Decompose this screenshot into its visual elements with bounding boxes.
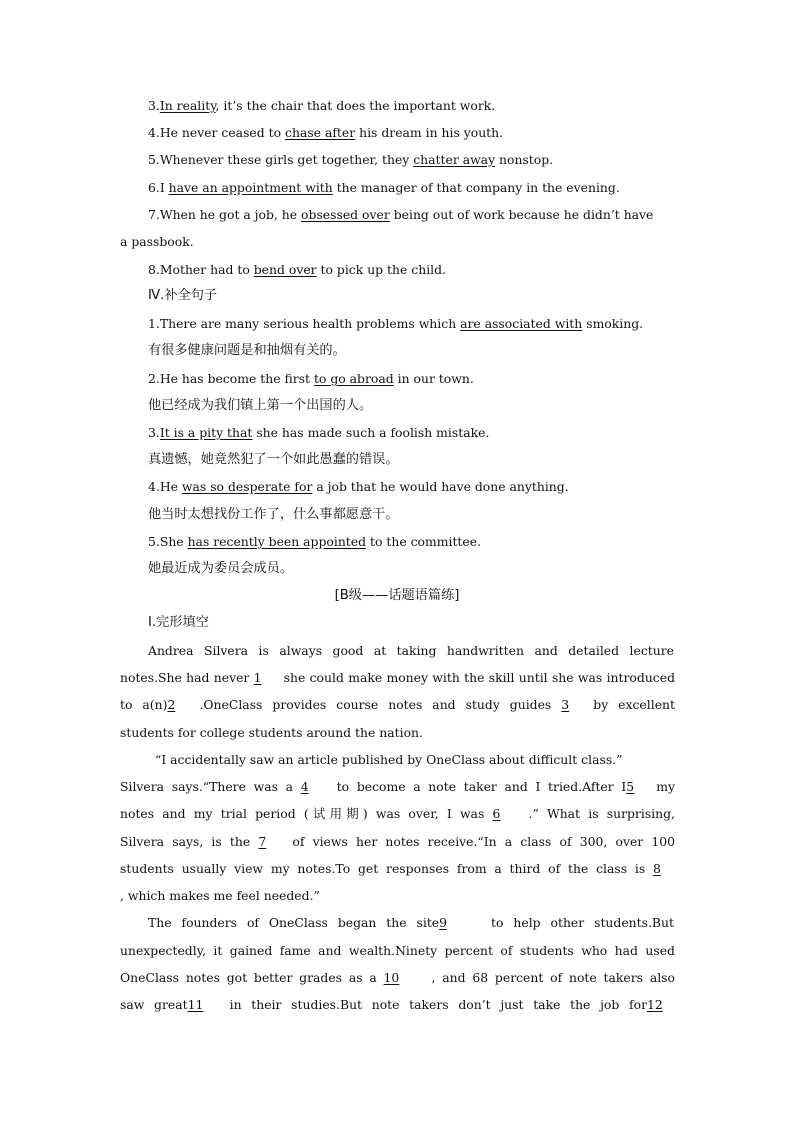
blank-2[interactable]: 2 <box>167 697 176 712</box>
passage-line: to a(n)2 .OneClass provides course notes and study guides 3 by excellent <box>120 697 675 712</box>
blank-11[interactable]: 11 <box>187 997 204 1012</box>
sentence-6: 6.I have an appointment with the manager of that company in the evening. <box>148 180 620 195</box>
passage-line: “I accidentally saw an article published by OneClass about difficult class.” <box>155 752 623 767</box>
sentence-3: 3.In reality, it’s the chair that does the important work. <box>148 98 496 113</box>
sentence-4: 4.He never ceased to chase after his dream in his youth. <box>148 125 504 140</box>
sentence-5: 5.Whenever these girls get together, they chatter away nonstop. <box>148 152 554 167</box>
sentence-7: 7.When he got a job, he obsessed over being out of work because he didn’t have <box>148 207 654 222</box>
blank-1[interactable]: 1 <box>253 670 262 685</box>
chinese-translation: 他已经成为我们镇上第一个出国的人。 <box>148 398 373 413</box>
passage-line: OneClass notes got better grades as a 10 , and 68 percent of note takers also <box>120 970 675 985</box>
passage-line: unexpectedly, it gained fame and wealth.Ninety percent of students who had used <box>120 943 675 958</box>
passage-line: notes and my trial period (试用期) was over, I was 6 .” What is surprising, <box>120 806 675 821</box>
sentence-8: 8.Mother had to bend over to pick up the child. <box>148 262 446 277</box>
passage-line: The founders of OneClass began the site9 to help other students.But <box>148 915 674 930</box>
section-heading: Ⅳ.补全句子 <box>148 288 218 303</box>
passage-line: students usually view my notes.To get responses from a third of the class is 8 <box>120 861 675 877</box>
blank-8[interactable]: 8 <box>653 861 661 876</box>
blank-5[interactable]: 5 <box>626 779 635 794</box>
complete-sentence-5: 5.She has recently been appointed to the committee. <box>148 534 482 549</box>
chinese-translation: 真遗憾，她竟然犯了一个如此愚蠢的错误。 <box>148 452 399 467</box>
passage-line: notes.She had never 1 she could make money with the skill until she was introduced <box>120 670 675 685</box>
cloze-heading: Ⅰ.完形填空 <box>148 615 209 630</box>
chinese-translation: 她最近成为委员会成员。 <box>148 561 294 576</box>
passage-line: students for college students around the nation. <box>120 725 423 740</box>
blank-10[interactable]: 10 <box>383 970 400 985</box>
passage-line: saw great11 in their studies.But note takers don’t just take the job for12 <box>120 997 675 1013</box>
complete-sentence-1: 1.There are many serious health problems which are associated with smoking. <box>148 316 644 331</box>
passage-line: Silvera says, is the 7 of views her notes receive.“In a class of 300, over 100 <box>120 834 676 849</box>
level-b-heading: [B级——话题语篇练] <box>334 588 460 603</box>
chinese-translation: 有很多健康问题是和抽烟有关的。 <box>148 343 346 358</box>
passage-line: , which makes me feel needed.” <box>120 888 320 903</box>
sentence-7-continued: a passbook. <box>120 234 194 249</box>
complete-sentence-3: 3.It is a pity that she has made such a foolish mistake. <box>148 425 490 440</box>
blank-6[interactable]: 6 <box>492 806 501 821</box>
blank-3[interactable]: 3 <box>561 697 570 712</box>
chinese-translation: 他当时太想找份工作了，什么事都愿意干。 <box>148 507 399 522</box>
complete-sentence-2: 2.He has become the first to go abroad in our town. <box>148 371 474 386</box>
blank-7[interactable]: 7 <box>258 834 267 849</box>
passage-line: Silvera says.“There was a 4 to become a note taker and I tried.After I5 my <box>120 779 675 794</box>
complete-sentence-4: 4.He was so desperate for a job that he would have done anything. <box>148 479 569 494</box>
blank-12[interactable]: 12 <box>647 997 663 1012</box>
passage-line: Andrea Silvera is always good at taking handwritten and detailed lecture <box>148 643 674 658</box>
blank-9[interactable]: 9 <box>439 915 448 930</box>
blank-4[interactable]: 4 <box>300 779 309 794</box>
